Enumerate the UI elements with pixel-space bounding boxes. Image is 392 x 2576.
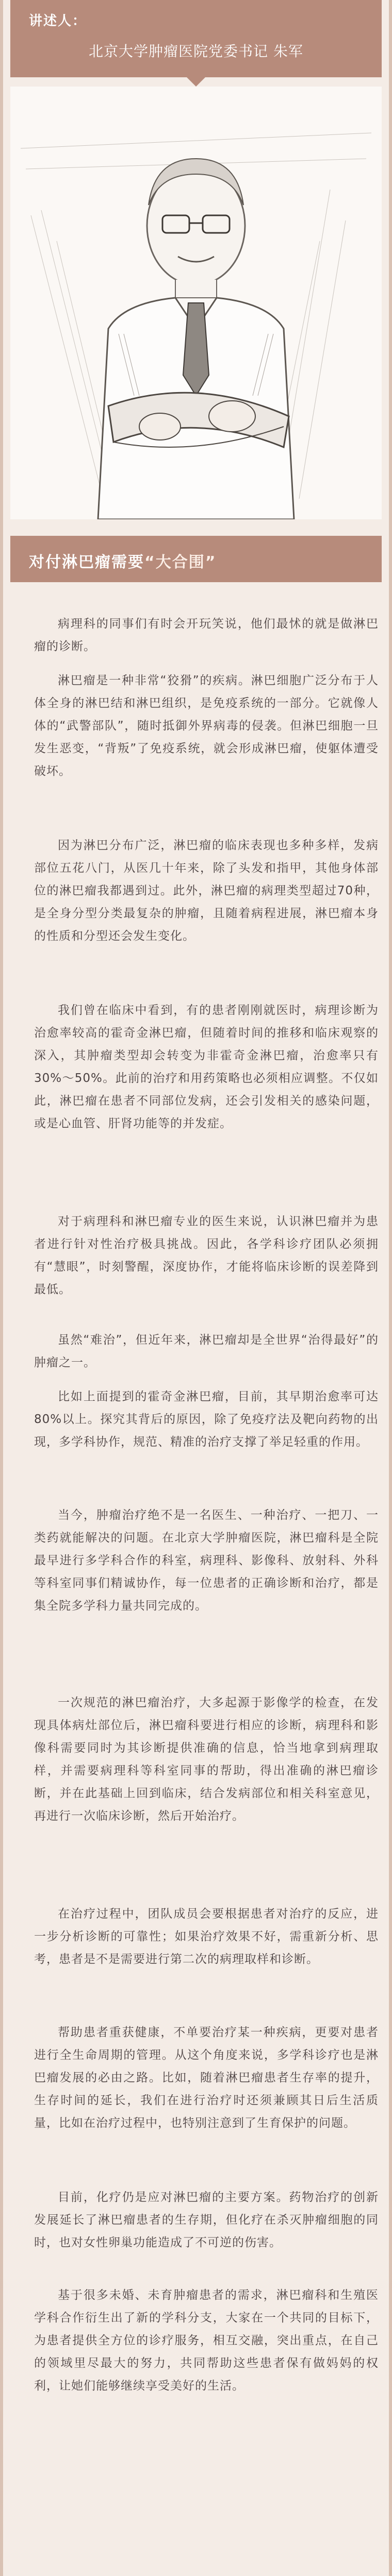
band-pointer — [187, 77, 205, 87]
left-edge-stripe — [0, 0, 3, 2576]
section-title-bar — [10, 536, 382, 582]
speaker-label: 讲述人： — [29, 13, 87, 29]
paragraph: 对于病理科和淋巴瘤专业的医生来说，认识淋巴瘤并为患者进行针对性治疗极具挑战。因此，各学科诊疗团队必须拥有“慧眼”，时刻警醒，深度协作，才能将临床诊断的误差降到最低。 — [34, 1215, 379, 1296]
paragraph: 当今，肿瘤治疗绝不是一名医生、一种治疗、一把刀、一类药就能解决的问题。在北京大学肿瘤医院，淋巴瘤科是全院最早进行多学科合作的科室，病理科、影像科、放射科、外科等科室同事们精诚协作，每一位患者的正确诊断和治疗，都是集全院多学科力量共同完成的。 — [34, 1509, 379, 1613]
paragraph: 我们曾在临床中看到，有的患者刚刚就医时，病理诊断为治愈率较高的霍奇金淋巴瘤，但随着时间的推移和临床观察的深入，其肿瘤类型却会转变为非霍奇金淋巴瘤，治愈率只有30%～50%。此前的治疗和用药策略也必须相应调整。不仅如此，淋巴瘤在患者不同部位发病，还会引发相关的感染问题，或是心血管、肝肾功能等的并发症。 — [34, 1004, 379, 1130]
speaker-header-1 — [10, 0, 382, 77]
right-edge-stripe — [389, 0, 392, 2576]
paragraph: 比如上面提到的霍奇金淋巴瘤，目前，其早期治愈率可达80%以上。探究其背后的原因，除了免疫疗法及靶向药物的出现，多学科协作，规范、精准的治疗支撑了举足轻重的作用。 — [34, 1390, 379, 1449]
article-body — [10, 582, 382, 2576]
section-title-prefix: 对付淋巴瘤需要 — [29, 553, 144, 571]
paragraph: 目前，化疗仍是应对淋巴瘤的主要方案。药物治疗的创新发展延长了淋巴瘤患者的生存期，但化疗在杀灭肿瘤细胞的同时，也对女性卵巢功能造成了不可逆的伤害。 — [34, 2191, 379, 2249]
section-title-quote: “大合围” — [144, 553, 217, 571]
paragraph: 病理科的同事们有时会开玩笑说，他们最怵的就是做淋巴瘤的诊断。 — [34, 617, 379, 653]
speaker-name: 北京大学肿瘤医院党委书记 朱军 — [89, 43, 303, 60]
paragraph: 基于很多未婚、未育肿瘤患者的需求，淋巴瘤科和生殖医学科合作衍生出了新的学科分支，大家在一个共同的目标下，为患者提供全方位的诊疗服务，相互交融，突出重点，在自己的领域里尽最大的努力，共同帮助这些患者保有做妈妈的权利，让她们能够继续享受美好的生活。 — [34, 2289, 379, 2393]
paragraph: 淋巴瘤是一种非常“狡猾”的疾病。淋巴细胞广泛分布于人体全身的淋巴结和淋巴组织，是免疫系统的一部分。它就像人体的“武警部队”，随时抵御外界病毒的侵袭。但淋巴细胞一旦发生恶变，“背叛”了免疫系统，就会形成淋巴瘤，使躯体遭受破坏。 — [34, 674, 379, 778]
paragraph: 一次规范的淋巴瘤治疗，大多起源于影像学的检查，在发现具体病灶部位后，淋巴瘤科要进行相应的诊断，病理科和影像科需要同时为其诊断提供准确的信息，恰当地拿到病理取样，并需要病理科等科室同事的帮助，得出准确的淋巴瘤诊断，并在此基础上回到临床，结合发病部位和相关科室意见，再进行一次临床诊断，然后开始治疗。 — [34, 1696, 379, 1823]
paragraph: 因为淋巴分布广泛，淋巴瘤的临床表现也多种多样，发病部位五花八门，从医几十年来，除了头发和指甲，其他身体部位的淋巴瘤我都遇到过。此外，淋巴瘤的病理类型超过70种，是全身分型分类最复杂的肿瘤，且随着病程进展，淋巴瘤本身的性质和分型还会发生变化。 — [34, 839, 379, 943]
paragraph: 虽然“难治”，但近年来，淋巴瘤却是全世界“治得最好”的肿瘤之一。 — [34, 1333, 379, 1369]
portrait-sketch-1 — [10, 87, 382, 519]
paragraph: 帮助患者重获健康，不单要治疗某一种疾病，更要对患者进行全生命周期的管理。从这个角度来说，多学科诊疗也是淋巴瘤发展的必由之路。比如，随着淋巴瘤患者生存率的提升，生存时间的延长，我们在进行治疗时还须兼顾其日后生活质量，比如在治疗过程中，也特别注意到了生育保护的问题。 — [34, 2026, 379, 2130]
paragraph: 在治疗过程中，团队成员会要根据患者对治疗的反应，进一步分析诊断的可靠性；如果治疗效果不好，需重新分析、思考，患者是不是需要进行第二次的病理取样和诊断。 — [34, 1907, 379, 1966]
section-title — [29, 549, 216, 572]
